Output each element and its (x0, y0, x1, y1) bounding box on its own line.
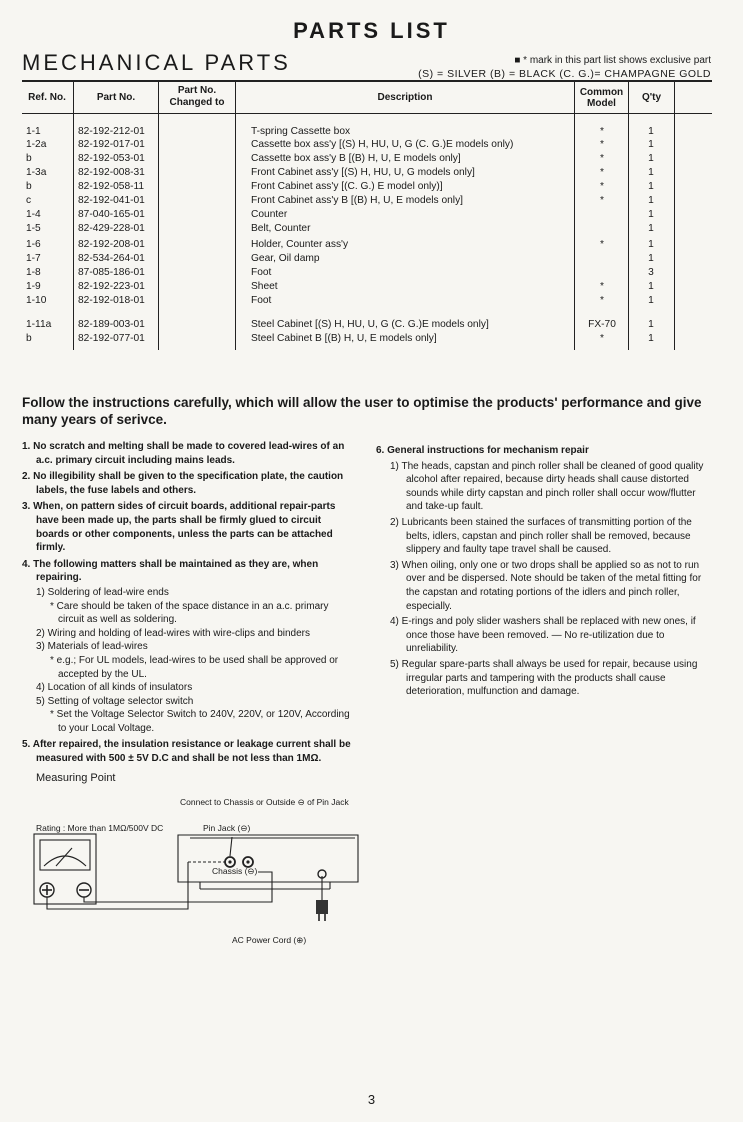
row-quantity: 1 (648, 126, 654, 137)
instruction-1: 1. No scratch and melting shall be made to covered lead-wires of an a.c. primary circuit including mains leads. (22, 441, 345, 466)
row-part-no: 82-192-212-01 (78, 126, 145, 137)
row-quantity: 1 (648, 209, 654, 220)
terminal-minus-icon (77, 883, 91, 897)
chassis-label: Chassis (⊖) (212, 866, 258, 876)
row-description: Counter (251, 209, 288, 220)
row-ref-no: 1-5 (26, 223, 41, 234)
pin-jack-label: Pin Jack (⊖) (203, 823, 251, 833)
row-description: Front Cabinet ass'y [(C. G.) E model only)] (251, 181, 443, 192)
row-common-model: * (600, 181, 604, 192)
instruction-4-3-note: * e.g.; For UL models, lead-wires to be used shall be approved or accepted by the UL. (50, 654, 339, 680)
row-ref-no: 1-10 (26, 295, 47, 306)
row-common-model: * (600, 333, 604, 344)
col-header-part: Part No. (96, 92, 136, 103)
row-part-no: 82-192-041-01 (78, 195, 145, 206)
instruction-6-2: 2) Lubricants been stained the surfaces of transmitting portion of the belts, idlers, capstan and pinch roller shall be removed, because slippery and faulty tape travel shall be caused. (390, 516, 692, 556)
instruction-4: 4. The following matters shall be maintained as they are, when repairing. (22, 558, 319, 584)
row-ref-no: 1-9 (26, 281, 41, 292)
row-description: Holder, Counter ass'y (251, 239, 349, 250)
row-quantity: 1 (648, 281, 654, 292)
instruction-6-5: 5) Regular spare-parts shall always be used for repair, because using irregular parts and tampering with the products shall cause deterioration, mulfunction and damage. (390, 658, 698, 698)
col-header-changed: Part No. (177, 85, 217, 96)
row-description: Belt, Counter (251, 223, 311, 234)
page-title: PARTS LIST (293, 18, 450, 43)
instruction-4-5: 5) Setting of voltage selector switch (36, 695, 194, 707)
row-description: Steel Cabinet [(S) H, HU, U, G (C. G.)E models only] (251, 319, 489, 330)
terminal-plus-icon (40, 883, 54, 897)
row-quantity: 1 (648, 195, 654, 206)
row-ref-no: 1-11a (26, 319, 52, 330)
section-title: MECHANICAL PARTS (22, 50, 291, 75)
instruction-6-4: 4) E-rings and poly slider washers shall be replaced with new ones, if once those have been removed. — No re-utilization due to unreliability. (390, 616, 696, 655)
row-ref-no: 1-2a (26, 139, 47, 150)
row-description: Cassette box ass'y B [(B) H, U, E models only] (251, 153, 461, 164)
instruction-4-3: 3) Materials of lead-wires (36, 641, 148, 653)
row-description: Foot (251, 295, 272, 306)
row-quantity: 1 (648, 239, 654, 250)
row-description: T-spring Cassette box (251, 126, 351, 137)
row-quantity: 1 (648, 319, 654, 330)
row-ref-no: b (26, 333, 32, 344)
row-part-no: 82-192-018-01 (78, 295, 145, 306)
row-description: Cassette box ass'y [(S) H, HU, U, G (C. G.)E models only) (251, 139, 514, 150)
row-ref-no: 1-6 (26, 239, 41, 250)
instruction-4-1: 1) Soldering of lead-wire ends (36, 586, 169, 598)
row-description: Sheet (251, 281, 278, 292)
row-part-no: 82-192-017-01 (78, 139, 145, 150)
row-part-no: 82-192-058-11 (78, 181, 145, 192)
row-common-model: * (600, 153, 604, 164)
col-header-changed-2: Changed to (169, 97, 225, 108)
row-ref-no: c (26, 195, 32, 206)
pin-jack-icon (225, 857, 253, 867)
row-ref-no: b (26, 153, 32, 164)
row-description: Foot (251, 267, 272, 278)
row-common-model: * (600, 295, 604, 306)
col-header-qty: Q'ty (641, 92, 662, 103)
intro-text: Follow the instructions carefully, which will allow the user to optimise the products' performance and give many years of serivce. (22, 395, 702, 427)
row-common-model: * (600, 167, 604, 178)
connect-label: Connect to Chassis or Outside ⊖ of Pin Jack (180, 797, 349, 807)
row-description: Front Cabinet ass'y [(S) H, HU, U, G models only] (251, 167, 475, 178)
row-ref-no: 1-4 (26, 209, 41, 220)
instruction-6: 6. General instructions for mechanism repair (376, 445, 589, 456)
row-common-model: * (600, 281, 604, 292)
row-ref-no: b (26, 181, 32, 192)
row-quantity: 1 (648, 153, 654, 164)
instruction-3: 3. When, on pattern sides of circuit boards, additional repair-parts have been made up, the parts shall be firmly glued to circuit boards or other components, unless the parts can be attached firmly. (22, 501, 336, 554)
page-number: 3 (367, 1092, 376, 1107)
row-ref-no: 1-3a (26, 167, 47, 178)
row-part-no: 82-192-223-01 (78, 281, 145, 292)
row-part-no: 82-429-228-01 (78, 223, 145, 234)
instruction-2: 2. No illegibility shall be given to the specification plate, the caution labels, the fuse labels and others. (22, 471, 344, 496)
legend-note: ■ * mark in this part list shows exclusive part (514, 55, 711, 66)
instruction-6-3: 3) When oiling, only one or two drops shall be applied so as not to run over and be dispersed. Note should be taken of the metal fitting for the capstan and rotating portions of the idlers and pinch roller, especially. (390, 559, 702, 612)
row-quantity: 1 (648, 139, 654, 150)
row-ref-no: 1-7 (26, 253, 41, 264)
megger-meter (34, 834, 96, 904)
row-description: Gear, Oil damp (251, 253, 320, 264)
col-header-desc: Description (377, 92, 433, 103)
row-quantity: 1 (648, 253, 654, 264)
col-header-common: Common (579, 87, 624, 98)
row-common-model: * (600, 126, 604, 137)
row-common-model: * (600, 195, 604, 206)
row-quantity: 3 (648, 267, 654, 278)
row-part-no: 82-192-077-01 (78, 333, 145, 344)
row-ref-no: 1-8 (26, 267, 41, 278)
row-common-model: FX-70 (588, 319, 616, 330)
row-part-no: 82-192-008-31 (78, 167, 145, 178)
row-common-model: * (600, 139, 604, 150)
row-description: Front Cabinet ass'y B [(B) H, U, E models only] (251, 195, 463, 206)
instruction-6-1: 1) The heads, capstan and pinch roller shall be cleaned of good quality alcohol after repaired, because dirty heads shall cause distorted sounds while dirty capstan and pinch roller shall occur wow/flutter and take-up fault. (390, 460, 704, 513)
row-quantity: 1 (648, 223, 654, 234)
rating-label: Rating : More than 1MΩ/500V DC (36, 823, 164, 833)
row-ref-no: 1-1 (26, 126, 41, 137)
ac-cord-label: AC Power Cord (⊕) (232, 935, 307, 945)
row-quantity: 1 (648, 295, 654, 306)
row-part-no: 87-040-165-01 (78, 209, 145, 220)
instruction-4-5-note: * Set the Voltage Selector Switch to 240V, 220V, or 120V, According to your Local Voltage. (50, 709, 350, 734)
instruction-4-1-note: * Care should be taken of the space distance in an a.c. primary circuit as well as soldering. (50, 600, 329, 626)
row-part-no: 87-085-186-01 (78, 267, 145, 278)
measuring-point-title: Measuring Point (36, 772, 116, 784)
row-part-no: 82-192-208-01 (78, 239, 145, 250)
instruction-4-2: 2) Wiring and holding of lead-wires with wire-clips and binders (36, 627, 311, 639)
row-quantity: 1 (648, 333, 654, 344)
legend-colors: (S) = SILVER (B) = BLACK (C. G.)= CHAMPAGNE GOLD (418, 68, 711, 80)
instruction-5: 5. After repaired, the insulation resistance or leakage current shall be measured with 500 ± 5V D.C and shall be not less than 1MΩ. (22, 739, 351, 765)
instruction-4-4: 4) Location of all kinds of insulators (36, 682, 193, 694)
row-part-no: 82-534-264-01 (78, 253, 145, 264)
row-quantity: 1 (648, 167, 654, 178)
col-header-common-2: Model (587, 98, 616, 109)
row-part-no: 82-189-003-01 (78, 319, 145, 330)
row-part-no: 82-192-053-01 (78, 153, 145, 164)
row-common-model: * (600, 239, 604, 250)
col-header-ref: Ref. No. (28, 92, 66, 103)
row-quantity: 1 (648, 181, 654, 192)
row-description: Steel Cabinet B [(B) H, U, E models only] (251, 333, 437, 344)
